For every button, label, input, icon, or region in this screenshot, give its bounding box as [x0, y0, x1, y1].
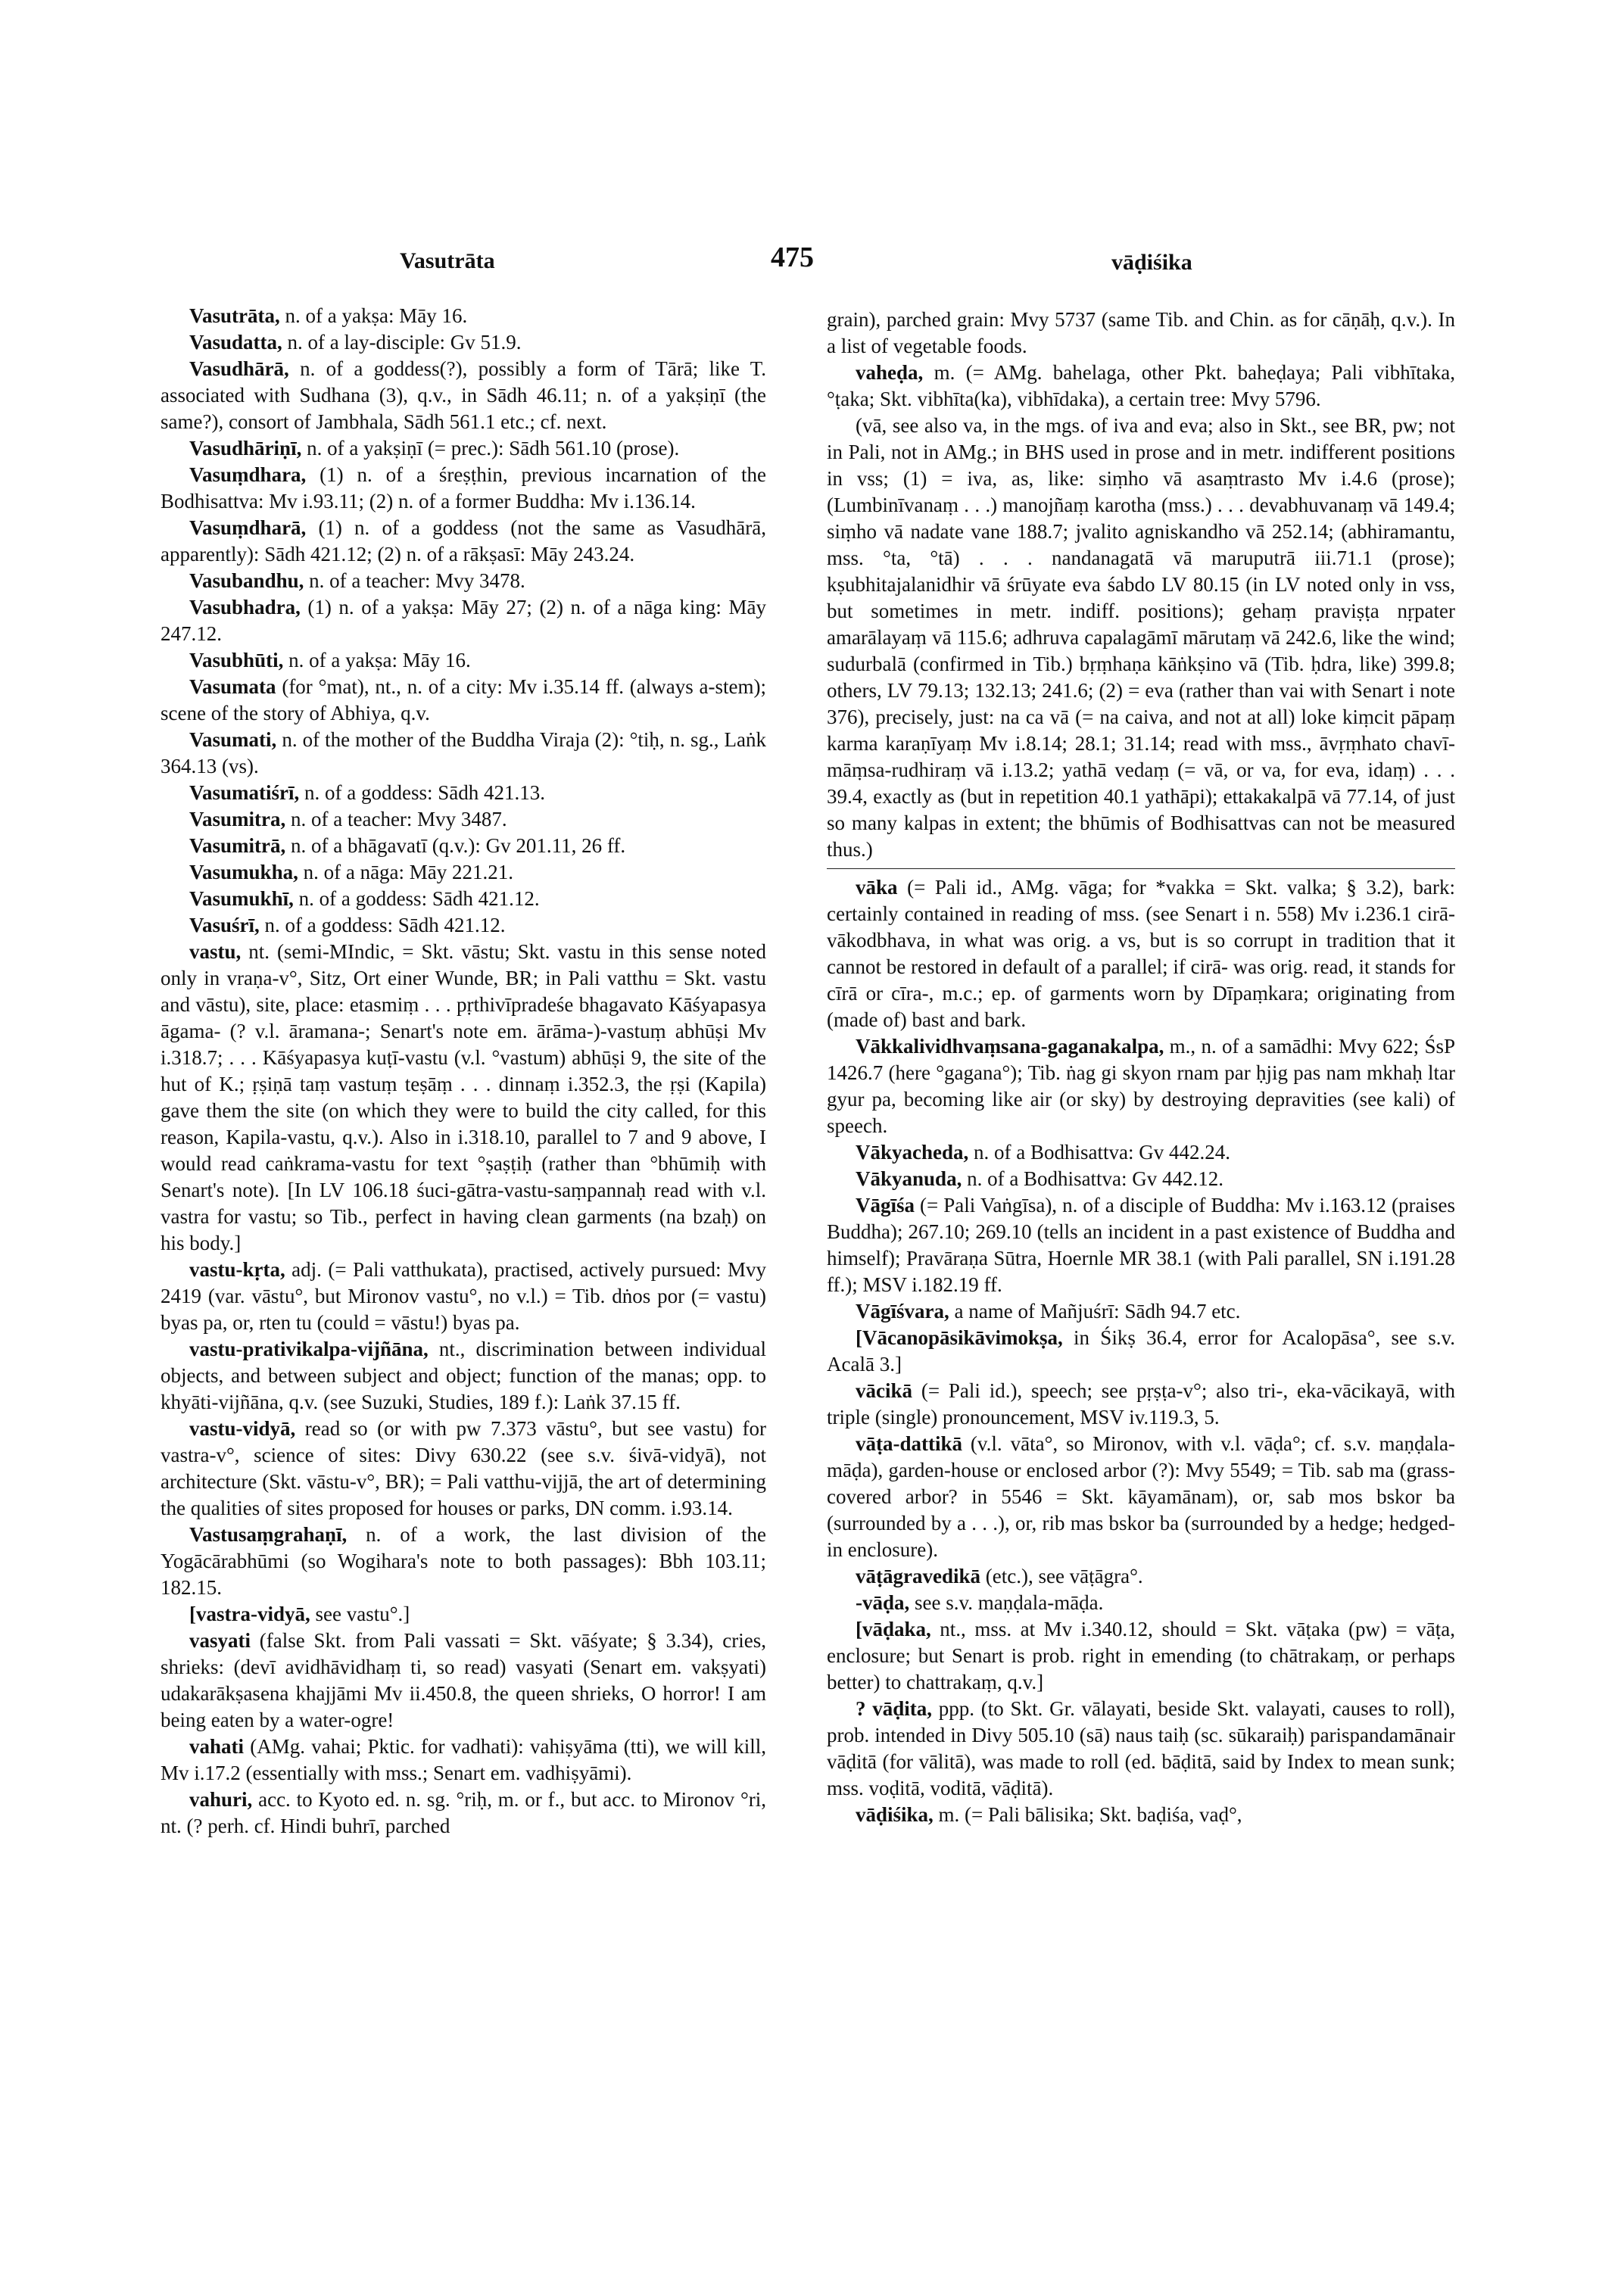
dictionary-entry — [161, 886, 766, 912]
entry-headword: [Vācanopāsikāvimokṣa, — [856, 1326, 1063, 1349]
entry-headword: vastu, — [189, 940, 242, 963]
page-number: 475 — [771, 241, 814, 273]
entry-headword: Vāgīśvara, — [856, 1300, 949, 1323]
entry-headword: Vāgīśa — [856, 1194, 915, 1217]
entry-body: n. of a teacher: Mvy 3487. — [285, 808, 507, 830]
dictionary-entry — [827, 1192, 1455, 1298]
dictionary-entry — [827, 360, 1455, 413]
running-head-right: vāḍiśika — [1111, 250, 1192, 275]
dictionary-entry — [161, 1628, 766, 1734]
entry-body: n. of the mother of the Buddha Viraja (2): °tiḥ, n. sg., Laṅk 364.13 (vs). — [161, 728, 766, 777]
entry-body: (1) n. of a goddess (not the same as Vasudhārā, apparently): Sādh 421.12; (2) n. of a rākṣasī: Māy 243.24. — [161, 516, 766, 565]
dictionary-entry — [161, 647, 766, 674]
entry-headword: Vasutrāta, — [189, 304, 280, 327]
entry-headword: vasyati — [189, 1629, 251, 1652]
left-column — [161, 303, 766, 1840]
entry-body: (for °mat), nt., n. of a city: Mv i.35.14 ff. (always a-stem); scene of the story of Abhiya, q.v. — [161, 675, 766, 724]
entry-body: n. of a Bodhisattva: Gv 442.12. — [962, 1167, 1224, 1190]
entry-headword: vāṭāgravedikā — [856, 1565, 980, 1587]
entry-headword: vahati — [189, 1735, 245, 1758]
dictionary-entry — [161, 912, 766, 939]
entry-headword: Vasubhūti, — [189, 649, 284, 671]
entry-body: n. of a bhāgavatī (q.v.): Gv 201.11, 26 ff. — [285, 834, 626, 857]
dictionary-entry — [161, 1336, 766, 1416]
entry-body: see vastu°.] — [310, 1603, 410, 1625]
entry-body: n. of a nāga: Māy 221.21. — [298, 861, 514, 883]
entry-headword: Vasumukha, — [189, 861, 298, 883]
entry-body: (1) n. of a śreṣṭhin, previous incarnation of the Bodhisattva: Mv i.93.11; (2) n. of a former Buddha: Mv i.136.14. — [161, 463, 766, 512]
dictionary-entry — [827, 1033, 1455, 1139]
entry-headword: vastu-prativikalpa-vijñāna, — [189, 1338, 429, 1360]
entry-body: see s.v. maṇḍala-māḍa. — [909, 1591, 1104, 1614]
entry-headword: Vasumati, — [189, 728, 277, 751]
running-head-left: Vasutrāta — [400, 248, 495, 273]
entry-body: ppp. (to Skt. Gr. vālayati, beside Skt. valayati, causes to roll), prob. intended in Divy 505.10 (sā) naus taiḥ (sc. sūkaraiḥ) parispandamānair vāḍitā (for vālitā), was made to roll (ed. bāḍitā, said by Index to mean sunk; mss. voḍitā, voditā, vāḍitā). — [827, 1697, 1456, 1799]
dictionary-entry — [161, 1734, 766, 1787]
entry-body: (= Pali id.), speech; see pṛṣṭa-v°; also tri-, eka-vācikayā, with triple (single) pronouncement, MSV iv.119.3, 5. — [827, 1379, 1455, 1428]
entry-headword: [vastra-vidyā, — [189, 1603, 310, 1625]
dictionary-entry — [161, 515, 766, 568]
entry-body: n. of a yakṣiṇī (= prec.): Sādh 561.10 (prose). — [301, 437, 680, 460]
dictionary-entry — [161, 568, 766, 594]
entry-headword: Vasudhārā, — [189, 357, 289, 380]
entry-body: a name of Mañjuśrī: Sādh 94.7 etc. — [949, 1300, 1241, 1323]
right-column — [827, 307, 1455, 1828]
entry-body: (false Skt. from Pali vassati = Skt. vāśyate; § 3.34), cries, shrieks: (devī avidhāvidhaṃ ti, so read) vasyati (Senart em. vakṣyati) udakarākṣasena khajjāmi Mv ii.450.8, the queen shrieks, O horror! I am being eaten by a water-ogre! — [161, 1629, 766, 1731]
dictionary-entry — [827, 1139, 1455, 1166]
entry-headword: vaheḍa, — [856, 361, 924, 384]
entry-headword: Vasubandhu, — [189, 569, 304, 592]
entry-body: (etc.), see vāṭāgra°. — [980, 1565, 1143, 1587]
entry-headword: Vākyanuda, — [856, 1167, 962, 1190]
entry-body: (vā, see also va, in the mgs. of iva and eva; also in Skt., see BR, pw; not in Pali, not in AMg.; in BHS used in prose and in metr. indifferent positions in vss; (1) = iva, as, like: siṃho vā asaṃtrasto Mv i.4.6 (prose); (Lumbinīvanaṃ . . .) manojñaṃ karotha (mss.) . . . devabhuvanaṃ vā 149.4; siṃho vā nadate vane 188.7; jvalito agniskandho vā 252.14; (abhiramantu, mss. °ta, °tā) . . . nandanagatā vā maruputrā iii.71.1 (prose); kṣubhitajalanidhir vā śrūyate eva śabdo LV 80.15 (in LV noted only in vss, but sometimes in metr. indiff. positions); gehaṃ praviṣṭa nṛpater amarālayaṃ vā 115.6; adhruva capalagāmī mārutaṃ vā 242.6, like the wind; sudurbalā (confirmed in Tib.) bṛṃhaṇa kāṅkṣino vā (Tib. ḥdra, like) 399.8; others, LV 79.13; 132.13; 241.6; (2) = eva (rather than vai with Senart i note 376), precisely, just: na ca vā (= na caiva, and not at all) loke kiṃcit pāpaṃ karma karaṇīyaṃ Mv i.8.14; 28.1; 31.14; read with mss., āvṛṃhato chavī-māṃsa-rudhiraṃ vā i.13.2; yathā vedaṃ (= vā, or va, for eva, idaṃ) . . . 39.4, exactly as (but in repetition 40.1 yathāpi); ettakakalpā vā 77.14, of just so many kalpas in extent; the bhūmis of Bodhisattvas can not be measured thus.) — [827, 414, 1455, 861]
dictionary-entry — [161, 329, 766, 356]
dictionary-entry — [161, 462, 766, 515]
entry-headword: vāṭa-dattikā — [856, 1432, 962, 1455]
entry-headword: Vasuśrī, — [189, 914, 260, 936]
entry-body: in Śikṣ 36.4, error for Acalopāsa°, see s.v. Acalā 3.] — [827, 1326, 1455, 1375]
entry-body: (AMg. vahai; Pktic. for vadhati): vahiṣyāma (tti), we will kill, Mv i.17.2 (essentially with mss.; Senart em. vadhiṣyāmi). — [161, 1735, 766, 1784]
entry-body: (v.l. vāta°, so Mironov, with v.l. vāḍa°; cf. s.v. maṇḍala-māḍa), garden-house or enclosed arbor (?): Mvy 5549; = Tib. sab ma (grass-covered arbor? in 5546 = Skt. kāyamānam), or, sab mos bskor ba (surrounded by a . . .), or, rib mas bskor ba (surrounded by a hedge; hedged-in enclosure). — [827, 1432, 1455, 1561]
entry-body: nt., discrimination between individual objects, and between subject and object; function of the manas; opp. to khyāti-vijñāna, q.v. (see Suzuki, Studies, 189 f.): Laṅk 37.15 ff. — [161, 1338, 766, 1413]
dictionary-entry — [827, 1166, 1455, 1192]
entry-headword: Vasuṃdharā, — [189, 516, 307, 539]
entry-headword: vācikā — [856, 1379, 913, 1402]
entry-headword: vāḍiśika, — [856, 1803, 934, 1826]
dictionary-entry — [827, 1431, 1455, 1563]
dictionary-entry — [161, 939, 766, 1257]
entry-body: n. of a goddess: Sādh 421.13. — [299, 781, 546, 804]
entry-headword: vastu-kṛta, — [189, 1258, 285, 1281]
dictionary-entry — [827, 1616, 1455, 1696]
entry-headword: ? vāḍita, — [856, 1697, 933, 1720]
entry-body: nt. (semi-MIndic, = Skt. vāstu; Skt. vastu in this sense noted only in vraṇa-v°, Sitz, Ort einer Wunde, BR; in Pali vatthu = Skt. vastu and vāstu), site, place: etasmiṃ . . . pṛthivīpradeśe bhagavato Kāśyapasya āgama- (? v.l. āramana-; Senart's note em. ārāma-)-vastuṃ abhūṣi Mv i.318.7; . . . Kāśyapasya kuṭī-vastu (v.l. °vastum) abhūṣi 9, the site of the hut of K.; ṛṣiṇā taṃ vastuṃ teṣāṃ . . . dinnaṃ i.352.3, the ṛṣi (Kapila) gave them the site (on which they were to build the city called, for this reason, Kapila-vastu, q.v.). Also in i.318.10, parallel to 7 and 9 above, I would read caṅkrama-vastu for text °ṣaṣṭiḥ (rather than °bhūmiḥ with Senart's note). [In LV 106.18 śuci-gātra-vastu-saṃpannaḥ read with v.l. vastra for vastu; so Tib., perfect in having clean garments (na bzaḥ) on his body.] — [161, 940, 766, 1254]
entry-headword: Vākyacheda, — [856, 1141, 969, 1164]
dictionary-entry — [161, 1522, 766, 1601]
dictionary-entry — [161, 674, 766, 727]
entry-headword: Vasudatta, — [189, 331, 282, 354]
entry-body: acc. to Kyoto ed. n. sg. °riḥ, m. or f., but acc. to Mironov °ri, nt. (? perh. cf. Hindi buhrī, parched — [161, 1788, 766, 1837]
dictionary-entry — [827, 1325, 1455, 1378]
dictionary-entry — [827, 874, 1455, 1033]
dictionary-entry — [827, 413, 1455, 863]
entry-body: n. of a Bodhisattva: Gv 442.24. — [968, 1141, 1230, 1164]
dictionary-entry — [827, 1298, 1455, 1325]
entry-body: read so (or with pw 7.373 vāstu°, but see vastu) for vastra-v°, science of sites: Divy 630.22 (see s.v. śivā-vidyā), not architecture (Skt. vāstu-v°, BR); = Pali vatthu-vijjā, the art of determining the qualities of sites proposed for houses or parks, DN comm. i.93.14. — [161, 1417, 766, 1519]
entry-headword: vastu-vidyā, — [189, 1417, 296, 1440]
dictionary-entry — [161, 356, 766, 435]
entry-headword: [vāḍaka, — [856, 1618, 931, 1640]
entry-body: n. of a work, the last division of the Yogācārabhūmi (so Wogihara's note to both passages): Bbh 103.11; 182.15. — [161, 1523, 766, 1599]
column-rule — [827, 868, 1455, 869]
entry-body: nt., mss. at Mv i.340.12, should = Skt. vāṭaka (pw) = vāṭa, enclosure; but Senart is prob. right in emending (to chātrakaṃ, or perhaps better) to chattrakaṃ, q.v.] — [827, 1618, 1455, 1693]
dictionary-entry — [161, 594, 766, 647]
entry-body: (= Pali id., AMg. vāga; for *vakka = Skt. valka; § 3.2), bark: certainly contained in reading of mss. (see Senart i n. 558) Mv i.236.1 cirā-vākodbhava, in what was orig. a vs, but is so corrupt in tradition that it cannot be restored in default of a parallel; if cirā- was orig. read, it stands for cīrā or cīra-, m.c.; ep. of garments worn by Dīpaṃkara; originating from (made of) bast and bark. — [827, 876, 1455, 1031]
entry-headword: Vākkalividhvaṃsana-gaganakalpa, — [856, 1035, 1164, 1058]
entry-headword: Vasudhāriṇī, — [189, 437, 302, 460]
dictionary-entry — [827, 1378, 1455, 1431]
dictionary-entry — [161, 1416, 766, 1522]
dictionary-entry — [827, 1563, 1455, 1590]
entry-body: grain), parched grain: Mvy 5737 (same Tib. and Chin. as for cāṇāḥ, q.v.). In a list of vegetable foods. — [827, 308, 1455, 357]
entry-body: n. of a goddess: Sādh 421.12. — [293, 887, 540, 910]
dictionary-entry — [161, 780, 766, 806]
entry-headword: vāka — [856, 876, 898, 899]
dictionary-entry — [161, 1257, 766, 1336]
entry-headword: Vasumitrā, — [189, 834, 286, 857]
entry-headword: -vāḍa, — [856, 1591, 910, 1614]
entry-body: m. (= Pali bālisika; Skt. baḍiśa, vaḍ°, — [933, 1803, 1242, 1826]
entry-headword: Vasuṃdhara, — [189, 463, 307, 486]
dictionary-entry — [827, 307, 1455, 360]
dictionary-entry — [161, 1787, 766, 1840]
dictionary-entry — [161, 833, 766, 859]
dictionary-entry — [827, 1802, 1455, 1828]
entry-headword: Vastusaṃgrahaṇī, — [189, 1523, 348, 1546]
entry-headword: Vasumitra, — [189, 808, 286, 830]
entry-body: n. of a teacher: Mvy 3478. — [304, 569, 525, 592]
dictionary-entry — [161, 1601, 766, 1628]
entry-body: (= Pali Vaṅgīsa), n. of a disciple of Buddha: Mv i.163.12 (praises Buddha); 267.10; 269.10 (tells an incident in a past existence of Buddha and himself); Pravāraṇa Sūtra, Hoernle MR 38.1 (with Pali parallel, SN i.191.28 ff.); MSV i.182.19 ff. — [827, 1194, 1455, 1296]
entry-body: m., n. of a samādhi: Mvy 622; ŚsP 1426.7 (here °gagana°); Tib. ṅag gi skyon rnam par ḥjig pas nam mkhaḥ ltar gyur pa, becoming like air (or sky) by destroying depravities (see kali) of speech. — [827, 1035, 1455, 1137]
entry-headword: Vasumukhī, — [189, 887, 294, 910]
dictionary-entry — [827, 1696, 1455, 1802]
entry-body: n. of a goddess: Sādh 421.12. — [259, 914, 506, 936]
dictionary-entry — [161, 303, 766, 329]
dictionary-entry — [161, 727, 766, 780]
dictionary-entry — [827, 1590, 1455, 1616]
entry-body: n. of a lay-disciple: Gv 51.9. — [282, 331, 522, 354]
dictionary-entry — [161, 806, 766, 833]
entry-body: m. (= AMg. bahelaga, other Pkt. baheḍaya; Pali vibhītaka, °ṭaka; Skt. vibhīta(ka), vibhīdaka), a certain tree: Mvy 5796. — [827, 361, 1455, 410]
entry-headword: vahuri, — [189, 1788, 253, 1811]
entry-body: (1) n. of a yakṣa: Māy 27; (2) n. of a nāga king: Māy 247.12. — [161, 596, 766, 645]
entry-body: n. of a yakṣa: Māy 16. — [283, 649, 471, 671]
entry-headword: Vasumatiśrī, — [189, 781, 300, 804]
entry-headword: Vasubhadra, — [189, 596, 301, 618]
entry-body: adj. (= Pali vatthukata), practised, actively pursued: Mvy 2419 (var. vāstu°, but Mironov vastu°, no v.l.) = Tib. dṅos por (= vastu) byas pa, or, rten tu (could = vāstu!) byas pa. — [161, 1258, 766, 1334]
entry-headword: Vasumata — [189, 675, 276, 698]
dictionary-entry — [161, 435, 766, 462]
entry-body: n. of a goddess(?), possibly a form of Tārā; like T. associated with Sudhana (3), q.v., in Sādh 46.11; n. of a yakṣiṇī (the same?), consort of Jambhala, Sādh 561.1 etc.; cf. next. — [161, 357, 766, 433]
entry-body: n. of a yakṣa: Māy 16. — [279, 304, 468, 327]
dictionary-entry — [161, 859, 766, 886]
